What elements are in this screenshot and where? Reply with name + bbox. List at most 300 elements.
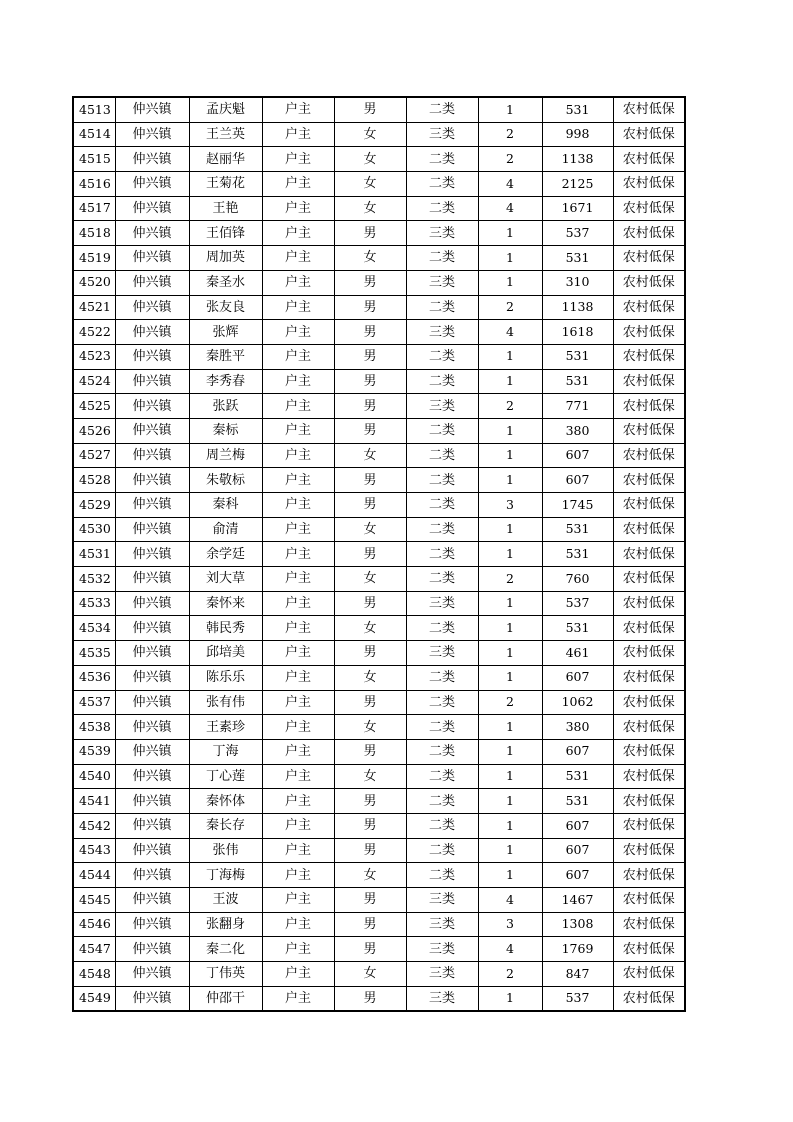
cell-category: 二类 bbox=[406, 246, 478, 271]
cell-program: 农村低保 bbox=[613, 739, 685, 764]
cell-program: 农村低保 bbox=[613, 493, 685, 518]
cell-count: 1 bbox=[478, 813, 542, 838]
cell-name: 张跃 bbox=[189, 394, 262, 419]
cell-id: 4536 bbox=[73, 665, 115, 690]
cell-gender: 女 bbox=[334, 147, 406, 172]
cell-town: 仲兴镇 bbox=[115, 369, 189, 394]
cell-program: 农村低保 bbox=[613, 246, 685, 271]
cell-id: 4513 bbox=[73, 97, 115, 122]
cell-relation: 户主 bbox=[262, 97, 334, 122]
cell-category: 二类 bbox=[406, 196, 478, 221]
cell-program: 农村低保 bbox=[613, 443, 685, 468]
cell-amount: 607 bbox=[542, 443, 613, 468]
cell-gender: 男 bbox=[334, 739, 406, 764]
cell-category: 二类 bbox=[406, 542, 478, 567]
cell-program: 农村低保 bbox=[613, 764, 685, 789]
cell-town: 仲兴镇 bbox=[115, 468, 189, 493]
cell-gender: 男 bbox=[334, 789, 406, 814]
cell-relation: 户主 bbox=[262, 937, 334, 962]
table-row bbox=[73, 517, 685, 542]
cell-town: 仲兴镇 bbox=[115, 764, 189, 789]
cell-gender: 男 bbox=[334, 641, 406, 666]
cell-name: 王波 bbox=[189, 888, 262, 913]
table-row bbox=[73, 369, 685, 394]
cell-town: 仲兴镇 bbox=[115, 665, 189, 690]
cell-count: 2 bbox=[478, 690, 542, 715]
cell-gender: 男 bbox=[334, 394, 406, 419]
table-row bbox=[73, 270, 685, 295]
cell-program: 农村低保 bbox=[613, 196, 685, 221]
cell-relation: 户主 bbox=[262, 122, 334, 147]
table-row bbox=[73, 665, 685, 690]
cell-id: 4547 bbox=[73, 937, 115, 962]
cell-gender: 男 bbox=[334, 418, 406, 443]
cell-town: 仲兴镇 bbox=[115, 172, 189, 197]
cell-relation: 户主 bbox=[262, 813, 334, 838]
cell-town: 仲兴镇 bbox=[115, 937, 189, 962]
cell-category: 三类 bbox=[406, 986, 478, 1011]
cell-count: 1 bbox=[478, 986, 542, 1011]
cell-relation: 户主 bbox=[262, 270, 334, 295]
cell-count: 1 bbox=[478, 616, 542, 641]
cell-relation: 户主 bbox=[262, 418, 334, 443]
cell-id: 4530 bbox=[73, 517, 115, 542]
cell-program: 农村低保 bbox=[613, 517, 685, 542]
cell-name: 秦怀来 bbox=[189, 591, 262, 616]
cell-id: 4518 bbox=[73, 221, 115, 246]
cell-category: 二类 bbox=[406, 715, 478, 740]
table-row bbox=[73, 739, 685, 764]
cell-relation: 户主 bbox=[262, 295, 334, 320]
table-row bbox=[73, 320, 685, 345]
cell-amount: 1618 bbox=[542, 320, 613, 345]
cell-name: 王兰英 bbox=[189, 122, 262, 147]
cell-town: 仲兴镇 bbox=[115, 221, 189, 246]
cell-relation: 户主 bbox=[262, 616, 334, 641]
cell-amount: 531 bbox=[542, 764, 613, 789]
cell-relation: 户主 bbox=[262, 641, 334, 666]
cell-count: 2 bbox=[478, 295, 542, 320]
cell-amount: 310 bbox=[542, 270, 613, 295]
cell-relation: 户主 bbox=[262, 789, 334, 814]
cell-name: 周加英 bbox=[189, 246, 262, 271]
cell-program: 农村低保 bbox=[613, 369, 685, 394]
cell-category: 二类 bbox=[406, 295, 478, 320]
cell-category: 二类 bbox=[406, 147, 478, 172]
cell-id: 4527 bbox=[73, 443, 115, 468]
cell-program: 农村低保 bbox=[613, 937, 685, 962]
cell-relation: 户主 bbox=[262, 196, 334, 221]
table-row bbox=[73, 838, 685, 863]
cell-count: 2 bbox=[478, 122, 542, 147]
cell-name: 刘大草 bbox=[189, 567, 262, 592]
cell-category: 二类 bbox=[406, 665, 478, 690]
cell-town: 仲兴镇 bbox=[115, 443, 189, 468]
cell-town: 仲兴镇 bbox=[115, 962, 189, 987]
cell-category: 二类 bbox=[406, 616, 478, 641]
cell-count: 1 bbox=[478, 542, 542, 567]
cell-count: 1 bbox=[478, 221, 542, 246]
cell-amount: 760 bbox=[542, 567, 613, 592]
cell-name: 仲邵干 bbox=[189, 986, 262, 1011]
cell-gender: 男 bbox=[334, 690, 406, 715]
cell-id: 4539 bbox=[73, 739, 115, 764]
cell-program: 农村低保 bbox=[613, 912, 685, 937]
cell-amount: 847 bbox=[542, 962, 613, 987]
cell-program: 农村低保 bbox=[613, 715, 685, 740]
cell-name: 秦怀体 bbox=[189, 789, 262, 814]
cell-gender: 男 bbox=[334, 270, 406, 295]
cell-relation: 户主 bbox=[262, 715, 334, 740]
cell-gender: 男 bbox=[334, 838, 406, 863]
cell-id: 4549 bbox=[73, 986, 115, 1011]
cell-program: 农村低保 bbox=[613, 962, 685, 987]
cell-program: 农村低保 bbox=[613, 616, 685, 641]
cell-name: 韩民秀 bbox=[189, 616, 262, 641]
cell-amount: 537 bbox=[542, 986, 613, 1011]
table-row bbox=[73, 912, 685, 937]
cell-id: 4523 bbox=[73, 344, 115, 369]
cell-name: 张友良 bbox=[189, 295, 262, 320]
table-row bbox=[73, 344, 685, 369]
cell-gender: 女 bbox=[334, 962, 406, 987]
cell-id: 4531 bbox=[73, 542, 115, 567]
cell-relation: 户主 bbox=[262, 690, 334, 715]
cell-category: 二类 bbox=[406, 443, 478, 468]
cell-town: 仲兴镇 bbox=[115, 690, 189, 715]
cell-relation: 户主 bbox=[262, 665, 334, 690]
cell-count: 1 bbox=[478, 418, 542, 443]
cell-program: 农村低保 bbox=[613, 468, 685, 493]
cell-town: 仲兴镇 bbox=[115, 863, 189, 888]
cell-program: 农村低保 bbox=[613, 172, 685, 197]
cell-id: 4521 bbox=[73, 295, 115, 320]
cell-gender: 女 bbox=[334, 443, 406, 468]
cell-count: 1 bbox=[478, 665, 542, 690]
cell-town: 仲兴镇 bbox=[115, 196, 189, 221]
cell-count: 2 bbox=[478, 394, 542, 419]
cell-town: 仲兴镇 bbox=[115, 270, 189, 295]
table-row bbox=[73, 295, 685, 320]
table-row bbox=[73, 196, 685, 221]
cell-count: 2 bbox=[478, 147, 542, 172]
cell-name: 周兰梅 bbox=[189, 443, 262, 468]
cell-gender: 女 bbox=[334, 172, 406, 197]
cell-category: 二类 bbox=[406, 838, 478, 863]
cell-gender: 女 bbox=[334, 246, 406, 271]
cell-program: 农村低保 bbox=[613, 320, 685, 345]
cell-program: 农村低保 bbox=[613, 665, 685, 690]
cell-relation: 户主 bbox=[262, 591, 334, 616]
cell-category: 二类 bbox=[406, 97, 478, 122]
cell-name: 张翻身 bbox=[189, 912, 262, 937]
cell-category: 二类 bbox=[406, 863, 478, 888]
cell-gender: 男 bbox=[334, 493, 406, 518]
cell-relation: 户主 bbox=[262, 542, 334, 567]
cell-category: 二类 bbox=[406, 764, 478, 789]
cell-amount: 531 bbox=[542, 369, 613, 394]
cell-id: 4516 bbox=[73, 172, 115, 197]
cell-program: 农村低保 bbox=[613, 813, 685, 838]
cell-id: 4525 bbox=[73, 394, 115, 419]
cell-amount: 1745 bbox=[542, 493, 613, 518]
cell-town: 仲兴镇 bbox=[115, 591, 189, 616]
cell-gender: 女 bbox=[334, 764, 406, 789]
cell-town: 仲兴镇 bbox=[115, 641, 189, 666]
cell-category: 二类 bbox=[406, 690, 478, 715]
cell-relation: 户主 bbox=[262, 517, 334, 542]
cell-relation: 户主 bbox=[262, 443, 334, 468]
cell-name: 张辉 bbox=[189, 320, 262, 345]
cell-town: 仲兴镇 bbox=[115, 739, 189, 764]
cell-gender: 女 bbox=[334, 122, 406, 147]
cell-amount: 607 bbox=[542, 863, 613, 888]
cell-amount: 1671 bbox=[542, 196, 613, 221]
cell-name: 王佰锋 bbox=[189, 221, 262, 246]
cell-id: 4519 bbox=[73, 246, 115, 271]
cell-amount: 531 bbox=[542, 789, 613, 814]
cell-relation: 户主 bbox=[262, 172, 334, 197]
cell-name: 余学廷 bbox=[189, 542, 262, 567]
table-row bbox=[73, 986, 685, 1011]
cell-name: 张伟 bbox=[189, 838, 262, 863]
cell-gender: 男 bbox=[334, 542, 406, 567]
cell-amount: 771 bbox=[542, 394, 613, 419]
cell-relation: 户主 bbox=[262, 912, 334, 937]
cell-name: 秦圣水 bbox=[189, 270, 262, 295]
cell-amount: 607 bbox=[542, 739, 613, 764]
cell-town: 仲兴镇 bbox=[115, 344, 189, 369]
cell-amount: 1138 bbox=[542, 147, 613, 172]
table-row bbox=[73, 567, 685, 592]
cell-relation: 户主 bbox=[262, 369, 334, 394]
cell-id: 4537 bbox=[73, 690, 115, 715]
cell-id: 4524 bbox=[73, 369, 115, 394]
cell-program: 农村低保 bbox=[613, 690, 685, 715]
cell-town: 仲兴镇 bbox=[115, 147, 189, 172]
cell-count: 1 bbox=[478, 715, 542, 740]
cell-id: 4535 bbox=[73, 641, 115, 666]
cell-relation: 户主 bbox=[262, 221, 334, 246]
cell-category: 三类 bbox=[406, 270, 478, 295]
cell-program: 农村低保 bbox=[613, 97, 685, 122]
cell-gender: 男 bbox=[334, 937, 406, 962]
table-row bbox=[73, 394, 685, 419]
cell-program: 农村低保 bbox=[613, 295, 685, 320]
cell-amount: 380 bbox=[542, 418, 613, 443]
table-row bbox=[73, 122, 685, 147]
cell-gender: 男 bbox=[334, 97, 406, 122]
table-row bbox=[73, 764, 685, 789]
cell-name: 秦长存 bbox=[189, 813, 262, 838]
cell-gender: 男 bbox=[334, 320, 406, 345]
cell-name: 王艳 bbox=[189, 196, 262, 221]
cell-gender: 男 bbox=[334, 468, 406, 493]
cell-amount: 531 bbox=[542, 344, 613, 369]
cell-category: 二类 bbox=[406, 813, 478, 838]
table-row bbox=[73, 937, 685, 962]
cell-town: 仲兴镇 bbox=[115, 542, 189, 567]
cell-program: 农村低保 bbox=[613, 147, 685, 172]
cell-count: 4 bbox=[478, 937, 542, 962]
cell-town: 仲兴镇 bbox=[115, 394, 189, 419]
cell-category: 二类 bbox=[406, 369, 478, 394]
cell-town: 仲兴镇 bbox=[115, 97, 189, 122]
cell-count: 1 bbox=[478, 591, 542, 616]
cell-town: 仲兴镇 bbox=[115, 838, 189, 863]
cell-gender: 女 bbox=[334, 616, 406, 641]
cell-count: 4 bbox=[478, 320, 542, 345]
cell-gender: 女 bbox=[334, 863, 406, 888]
table-row bbox=[73, 863, 685, 888]
cell-program: 农村低保 bbox=[613, 221, 685, 246]
cell-gender: 男 bbox=[334, 986, 406, 1011]
cell-count: 1 bbox=[478, 369, 542, 394]
cell-amount: 531 bbox=[542, 97, 613, 122]
cell-id: 4520 bbox=[73, 270, 115, 295]
cell-category: 三类 bbox=[406, 912, 478, 937]
cell-name: 秦胜平 bbox=[189, 344, 262, 369]
table-row bbox=[73, 616, 685, 641]
cell-amount: 380 bbox=[542, 715, 613, 740]
cell-amount: 537 bbox=[542, 221, 613, 246]
cell-count: 1 bbox=[478, 246, 542, 271]
cell-program: 农村低保 bbox=[613, 789, 685, 814]
cell-name: 秦标 bbox=[189, 418, 262, 443]
cell-relation: 户主 bbox=[262, 888, 334, 913]
cell-name: 孟庆魁 bbox=[189, 97, 262, 122]
cell-name: 王菊花 bbox=[189, 172, 262, 197]
cell-town: 仲兴镇 bbox=[115, 715, 189, 740]
cell-id: 4538 bbox=[73, 715, 115, 740]
cell-category: 三类 bbox=[406, 888, 478, 913]
cell-category: 三类 bbox=[406, 320, 478, 345]
cell-id: 4545 bbox=[73, 888, 115, 913]
cell-gender: 男 bbox=[334, 912, 406, 937]
table-row bbox=[73, 591, 685, 616]
cell-category: 二类 bbox=[406, 567, 478, 592]
cell-town: 仲兴镇 bbox=[115, 813, 189, 838]
cell-count: 1 bbox=[478, 641, 542, 666]
cell-relation: 户主 bbox=[262, 147, 334, 172]
cell-program: 农村低保 bbox=[613, 567, 685, 592]
cell-id: 4544 bbox=[73, 863, 115, 888]
table-row bbox=[73, 97, 685, 122]
cell-category: 三类 bbox=[406, 591, 478, 616]
cell-amount: 531 bbox=[542, 246, 613, 271]
cell-count: 1 bbox=[478, 97, 542, 122]
cell-category: 二类 bbox=[406, 493, 478, 518]
cell-id: 4541 bbox=[73, 789, 115, 814]
cell-count: 4 bbox=[478, 196, 542, 221]
table-row bbox=[73, 715, 685, 740]
cell-name: 王素珍 bbox=[189, 715, 262, 740]
table-row bbox=[73, 443, 685, 468]
cell-category: 二类 bbox=[406, 418, 478, 443]
cell-count: 1 bbox=[478, 517, 542, 542]
cell-count: 3 bbox=[478, 912, 542, 937]
cell-count: 1 bbox=[478, 344, 542, 369]
cell-name: 秦二化 bbox=[189, 937, 262, 962]
cell-amount: 1062 bbox=[542, 690, 613, 715]
cell-town: 仲兴镇 bbox=[115, 246, 189, 271]
cell-count: 4 bbox=[478, 888, 542, 913]
cell-id: 4515 bbox=[73, 147, 115, 172]
cell-count: 1 bbox=[478, 443, 542, 468]
cell-town: 仲兴镇 bbox=[115, 122, 189, 147]
cell-program: 农村低保 bbox=[613, 641, 685, 666]
cell-amount: 1769 bbox=[542, 937, 613, 962]
cell-relation: 户主 bbox=[262, 986, 334, 1011]
cell-id: 4546 bbox=[73, 912, 115, 937]
cell-category: 三类 bbox=[406, 394, 478, 419]
cell-relation: 户主 bbox=[262, 838, 334, 863]
cell-name: 丁海 bbox=[189, 739, 262, 764]
cell-amount: 607 bbox=[542, 665, 613, 690]
cell-program: 农村低保 bbox=[613, 838, 685, 863]
cell-program: 农村低保 bbox=[613, 394, 685, 419]
cell-id: 4517 bbox=[73, 196, 115, 221]
cell-gender: 女 bbox=[334, 715, 406, 740]
table-row bbox=[73, 493, 685, 518]
cell-count: 2 bbox=[478, 962, 542, 987]
cell-relation: 户主 bbox=[262, 320, 334, 345]
cell-program: 农村低保 bbox=[613, 542, 685, 567]
cell-count: 1 bbox=[478, 789, 542, 814]
table-row bbox=[73, 221, 685, 246]
cell-program: 农村低保 bbox=[613, 122, 685, 147]
cell-count: 3 bbox=[478, 493, 542, 518]
cell-count: 1 bbox=[478, 764, 542, 789]
cell-category: 二类 bbox=[406, 172, 478, 197]
cell-category: 二类 bbox=[406, 344, 478, 369]
cell-category: 三类 bbox=[406, 122, 478, 147]
cell-category: 二类 bbox=[406, 517, 478, 542]
cell-count: 1 bbox=[478, 739, 542, 764]
cell-amount: 1138 bbox=[542, 295, 613, 320]
cell-name: 秦科 bbox=[189, 493, 262, 518]
table-row bbox=[73, 418, 685, 443]
cell-amount: 1308 bbox=[542, 912, 613, 937]
cell-count: 1 bbox=[478, 270, 542, 295]
cell-program: 农村低保 bbox=[613, 591, 685, 616]
cell-category: 二类 bbox=[406, 468, 478, 493]
cell-town: 仲兴镇 bbox=[115, 912, 189, 937]
cell-town: 仲兴镇 bbox=[115, 888, 189, 913]
cell-id: 4522 bbox=[73, 320, 115, 345]
cell-name: 陈乐乐 bbox=[189, 665, 262, 690]
cell-town: 仲兴镇 bbox=[115, 567, 189, 592]
cell-name: 丁心莲 bbox=[189, 764, 262, 789]
cell-category: 三类 bbox=[406, 641, 478, 666]
cell-name: 邱培美 bbox=[189, 641, 262, 666]
table-row bbox=[73, 789, 685, 814]
cell-town: 仲兴镇 bbox=[115, 295, 189, 320]
cell-relation: 户主 bbox=[262, 567, 334, 592]
table-row bbox=[73, 542, 685, 567]
table-row bbox=[73, 962, 685, 987]
cell-id: 4533 bbox=[73, 591, 115, 616]
cell-town: 仲兴镇 bbox=[115, 986, 189, 1011]
cell-program: 农村低保 bbox=[613, 863, 685, 888]
cell-relation: 户主 bbox=[262, 246, 334, 271]
cell-name: 俞清 bbox=[189, 517, 262, 542]
cell-amount: 607 bbox=[542, 813, 613, 838]
cell-count: 1 bbox=[478, 468, 542, 493]
cell-program: 农村低保 bbox=[613, 270, 685, 295]
table-row bbox=[73, 690, 685, 715]
cell-category: 三类 bbox=[406, 937, 478, 962]
